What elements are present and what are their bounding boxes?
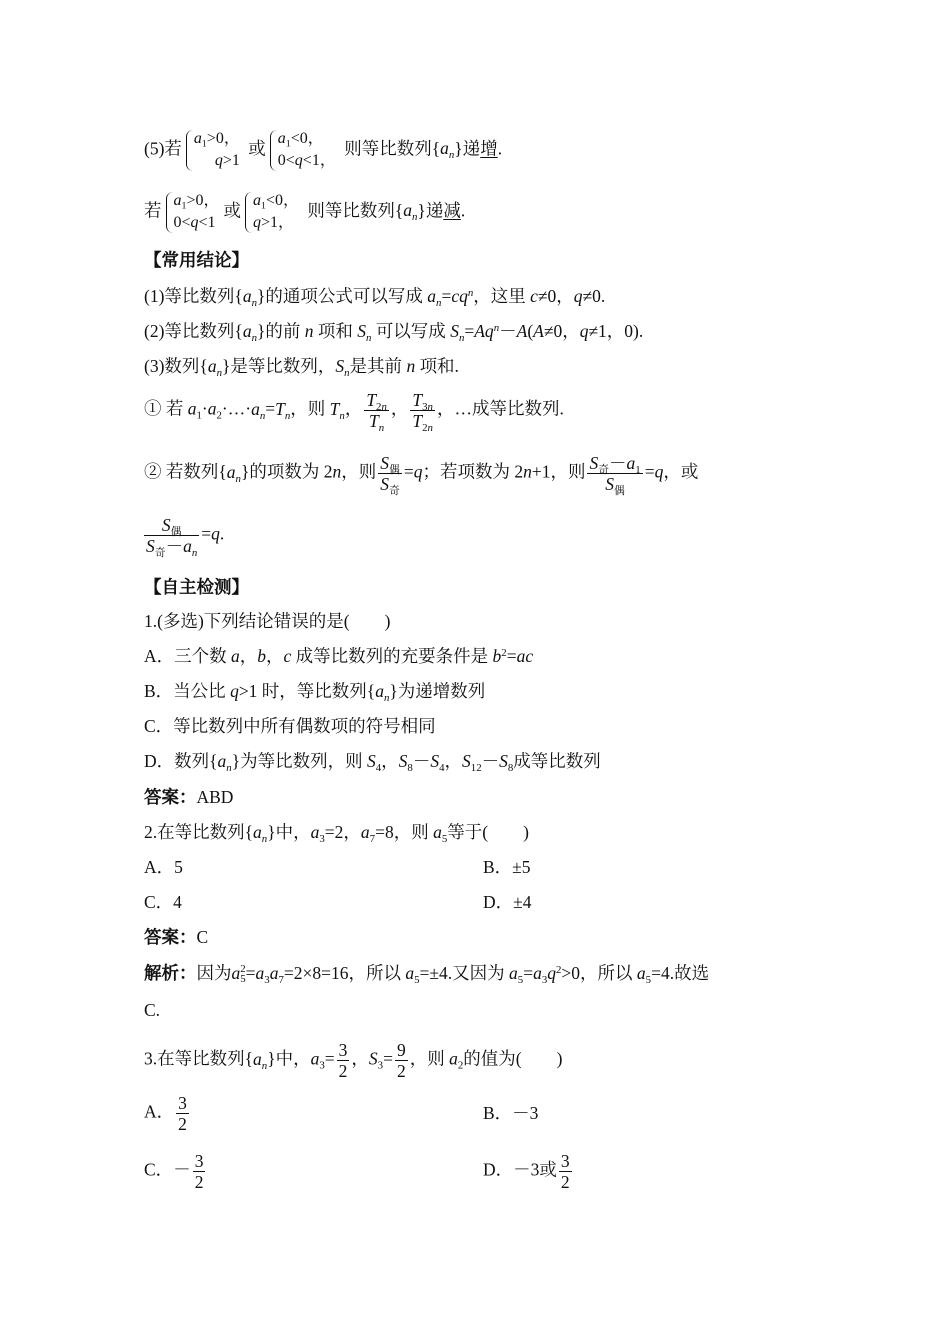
q3-option-b: B．－3 — [483, 1103, 539, 1123]
fraction: $\frac{3}{2}$ — [338, 1040, 348, 1082]
q2-option-c: C．4 — [144, 892, 182, 912]
q2-option-a: A．5 — [144, 857, 183, 877]
condition-system: $a_1<0$， 0<q<1， — [270, 128, 336, 173]
condition-system: $a_1<0$， q>1， — [245, 190, 299, 235]
q3-option-a: A． $\frac{3}{2}$ — [144, 1093, 187, 1135]
conclusion-3-item-1: ① 若 $a_1\cdot a_2\cdot\dots\cdot a_n=T_n$，则 $T_n$， $\frac{T_{2n}}{T_n}$ ， $\frac{T_{3n}}{T_{2n}}$ ，…成等比数列. — [144, 390, 564, 434]
q1-answer: 答案：ABD — [144, 787, 234, 807]
q1-option-b: B．当公比 q>1 时，等比数列$\{a_n\}$为递增数列 — [144, 681, 486, 704]
property-5-increasing: (5)若 $a_1>0$， q>1 或 $a_1<0$， 0<q<1， 则等比数列$\{a_n\}$递增. — [144, 128, 502, 173]
fraction: $\frac{T_{3n}}{T_{2n}}$ — [412, 390, 433, 434]
q1-option-a: A．三个数 a，b，c 成等比数列的充要条件是 $b^2=ac$ — [144, 646, 534, 666]
condition-system: $a_1>0$， 0<q<1 — [166, 190, 220, 235]
fraction: $\frac{3}{2}$ — [560, 1151, 570, 1193]
conclusion-1: (1)等比数列$\{a_n\}$的通项公式可以写成 $a_n=cq^n$，这里 c≠0，q≠0. — [144, 286, 606, 309]
conclusion-3-item-2: ② 若数列$\{a_n\}$的项数为 2n，则 $\frac{S_偶}{S_奇}$ =q；若项数为 2n+1，则 $\frac{S_奇-a_1}{S_偶}$ =q，或 — [144, 453, 699, 497]
fraction: $\frac{3}{2}$ — [178, 1093, 187, 1135]
q3-stem: 3.在等比数列$\{a_n\}$中，$a_3=$ $\frac{3}{2}$ ，$S_3=$ $\frac{9}{2}$ ，则 $a_2$的值为( ) — [144, 1040, 563, 1082]
fraction: $\frac{3}{2}$ — [194, 1151, 204, 1193]
section-header-selfcheck: 【自主检测】 — [144, 577, 249, 597]
fraction: $\frac{T_{2n}}{T_n}$ — [366, 390, 387, 434]
fraction: $\frac{9}{2}$ — [396, 1040, 406, 1082]
fraction: $\frac{S_偶}{S_奇-a_n}$ — [146, 515, 198, 559]
q2-stem: 2.在等比数列$\{a_n\}$中，$a_3=2$，$a_7=8$，则 $a_5$等于( ) — [144, 822, 529, 845]
q2-option-b: B．±5 — [483, 857, 531, 877]
property-5-decreasing: 若 $a_1>0$， 0<q<1 或 $a_1<0$， q>1， 则等比数列$\{a_n\}$递减. — [144, 190, 465, 235]
q3-option-c: C．－ $\frac{3}{2}$ — [144, 1151, 204, 1193]
q1-stem: 1.(多选)下列结论错误的是( ) — [144, 611, 391, 631]
fraction: $\frac{S_偶}{S_奇}$ — [380, 453, 400, 497]
q2-analysis-end: C. — [144, 1000, 161, 1020]
conclusion-3-item-2-cont: $\frac{S_偶}{S_奇-a_n}$ =q. — [146, 515, 225, 559]
conclusion-3: (3)数列$\{a_n\}$是等比数列，$S_n$是其前 n 项和. — [144, 356, 459, 379]
q1-option-d: D．数列$\{a_n\}$为等比数列，则 $S_4$，$S_8-S_4$，$S_{12}-S_8$成等比数列 — [144, 751, 601, 774]
condition-system: $a_1>0$， q>1 — [186, 128, 240, 173]
section-header-conclusions: 【常用结论】 — [144, 250, 249, 270]
q2-answer: 答案：C — [144, 927, 209, 947]
fraction: $\frac{S_奇-a_1}{S_偶}$ — [589, 453, 641, 497]
q2-option-d: D．±4 — [483, 892, 532, 912]
conclusion-2: (2)等比数列$\{a_n\}$的前 n 项和 $S_n$ 可以写成 $S_n=Aq^n-A(A\ne 0$，q≠1，0). — [144, 321, 644, 344]
q1-option-c: C．等比数列中所有偶数项的符号相同 — [144, 716, 436, 736]
q2-analysis: 解析：因为a 2 5 $=a_3a_7=2\times 8=16$，所以 $a_5=\pm 4$.又因为 $a_5=a_3q^2>0$，所以 $a_5=4$.故选 — [144, 963, 710, 986]
q3-option-d: D．－3或 $\frac{3}{2}$ — [483, 1151, 570, 1193]
